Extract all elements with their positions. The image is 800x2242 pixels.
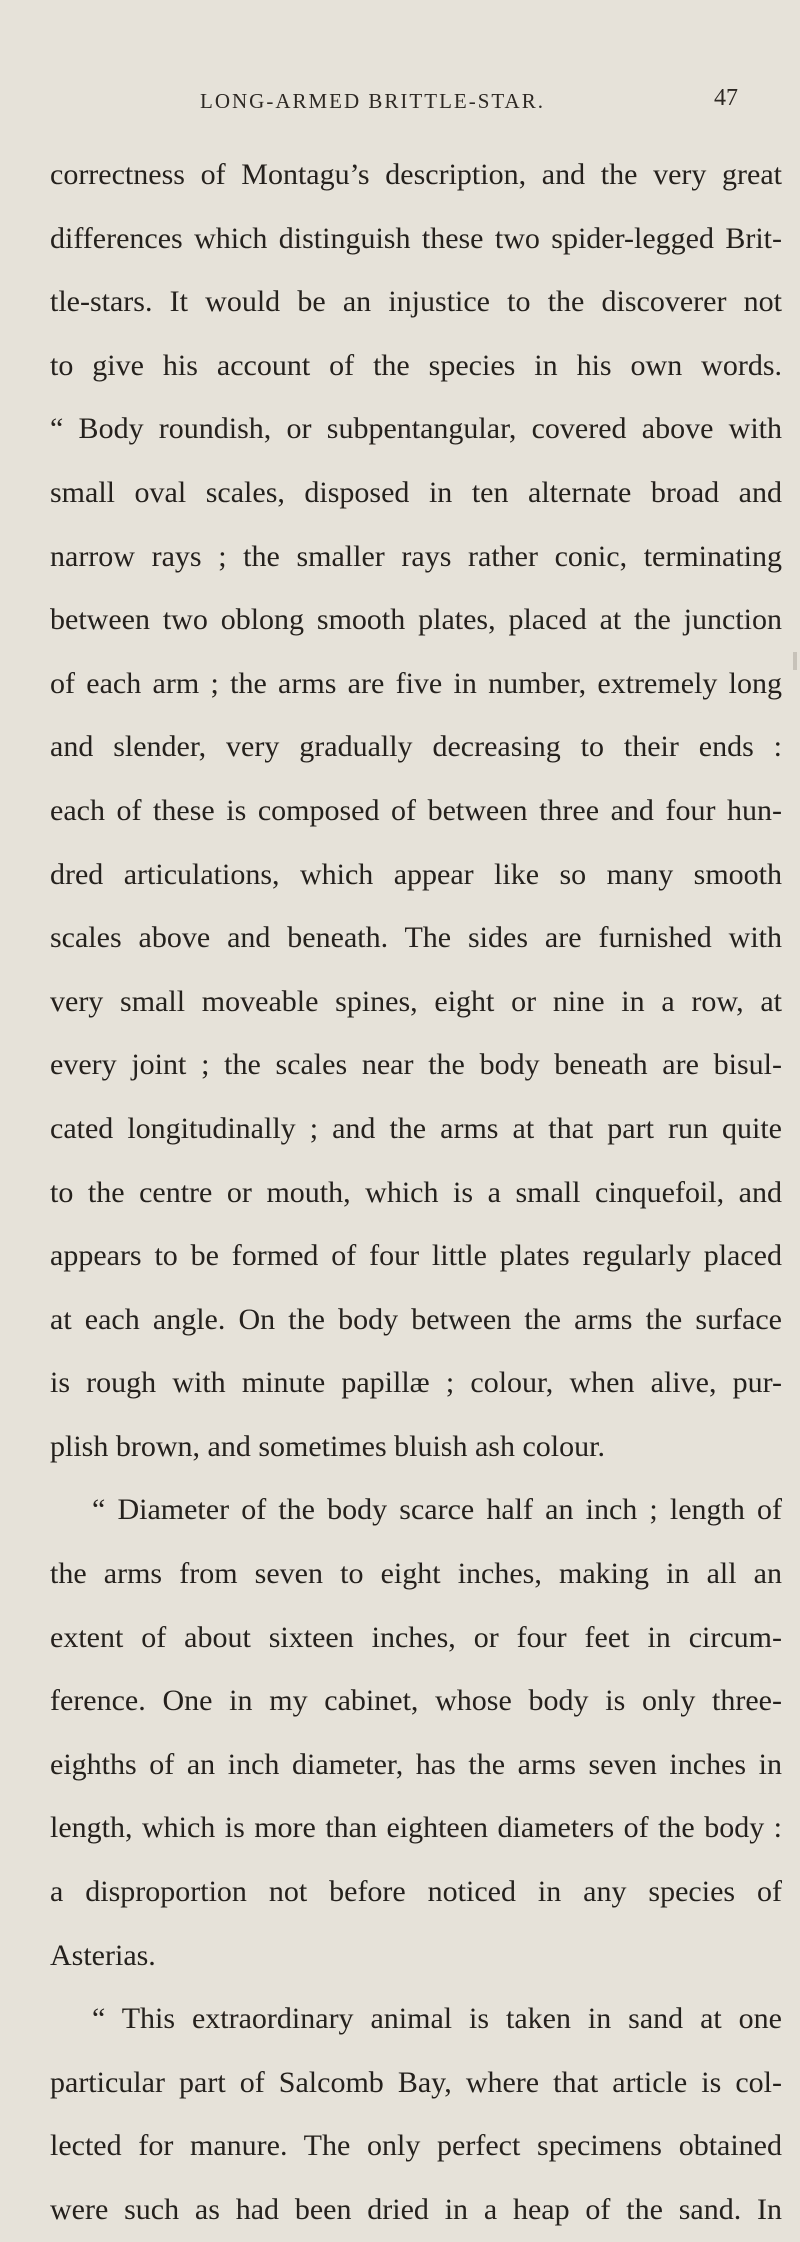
text-line: narrow rays ; the smaller rays rather conic, terminating	[50, 539, 782, 573]
text-line: “ Body roundish, or subpentangular, covered above with	[50, 412, 782, 446]
text-line: appears to be formed of four little plates regularly placed	[50, 1239, 782, 1273]
text-line: length, which is more than eighteen diameters of the body :	[50, 1811, 782, 1845]
text-line: of each arm ; the arms are five in number, extremely long	[50, 666, 782, 700]
page-number: 47	[714, 85, 738, 111]
text-line: “ Diameter of the body scarce half an inch ; length of	[92, 1493, 782, 1527]
text-line: differences which distinguish these two spider-legged Brit-	[50, 221, 782, 255]
text-line: and slender, very gradually decreasing to their ends :	[50, 730, 782, 764]
body-text	[50, 143, 782, 2242]
text-line: every joint ; the scales near the body beneath are bisul-	[50, 1048, 782, 1082]
text-line: cated longitudinally ; and the arms at that part run quite	[50, 1111, 782, 1145]
text-line: Asterias.	[50, 1938, 156, 1972]
text-line: is rough with minute papillæ ; colour, when alive, pur-	[50, 1366, 782, 1400]
margin-mark	[793, 652, 797, 670]
text-line: to give his account of the species in his own words.	[50, 348, 782, 382]
text-line: to the centre or mouth, which is a small cinquefoil, and	[50, 1175, 782, 1209]
text-line: the arms from seven to eight inches, making in all an	[50, 1557, 782, 1591]
text-line: extent of about sixteen inches, or four feet in circum-	[50, 1620, 782, 1654]
text-line: dred articulations, which appear like so many smooth	[50, 857, 782, 891]
text-line: particular part of Salcomb Bay, where that article is col-	[50, 2065, 782, 2099]
text-line: between two oblong smooth plates, placed at the junction	[50, 603, 782, 637]
text-line: were such as had been dried in a heap of the sand. In	[50, 2193, 782, 2226]
text-line: plish brown, and sometimes bluish ash colour.	[50, 1429, 605, 1463]
text-line: “ This extraordinary animal is taken in sand at one	[92, 2002, 782, 2036]
text-line: correctness of Montagu’s description, and the very great	[50, 158, 782, 191]
text-line: a disproportion not before noticed in any species of	[50, 1875, 782, 1909]
text-line: ference. One in my cabinet, whose body is only three-	[50, 1684, 782, 1718]
text-line: lected for manure. The only perfect specimens obtained	[50, 2129, 782, 2163]
text-line: very small moveable spines, eight or nine in a row, at	[50, 984, 782, 1018]
text-line: scales above and beneath. The sides are furnished with	[50, 921, 782, 955]
text-line: each of these is composed of between three and four hun-	[50, 793, 782, 827]
text-line: at each angle. On the body between the arms the surface	[50, 1302, 782, 1336]
text-line: eighths of an inch diameter, has the arms seven inches in	[50, 1747, 782, 1781]
running-title: LONG-ARMED BRITTLE-STAR.	[200, 89, 545, 113]
text-line: small oval scales, disposed in ten alternate broad and	[50, 475, 782, 509]
text-line: tle-stars. It would be an injustice to the discoverer not	[50, 285, 782, 319]
running-head	[50, 0, 782, 113]
